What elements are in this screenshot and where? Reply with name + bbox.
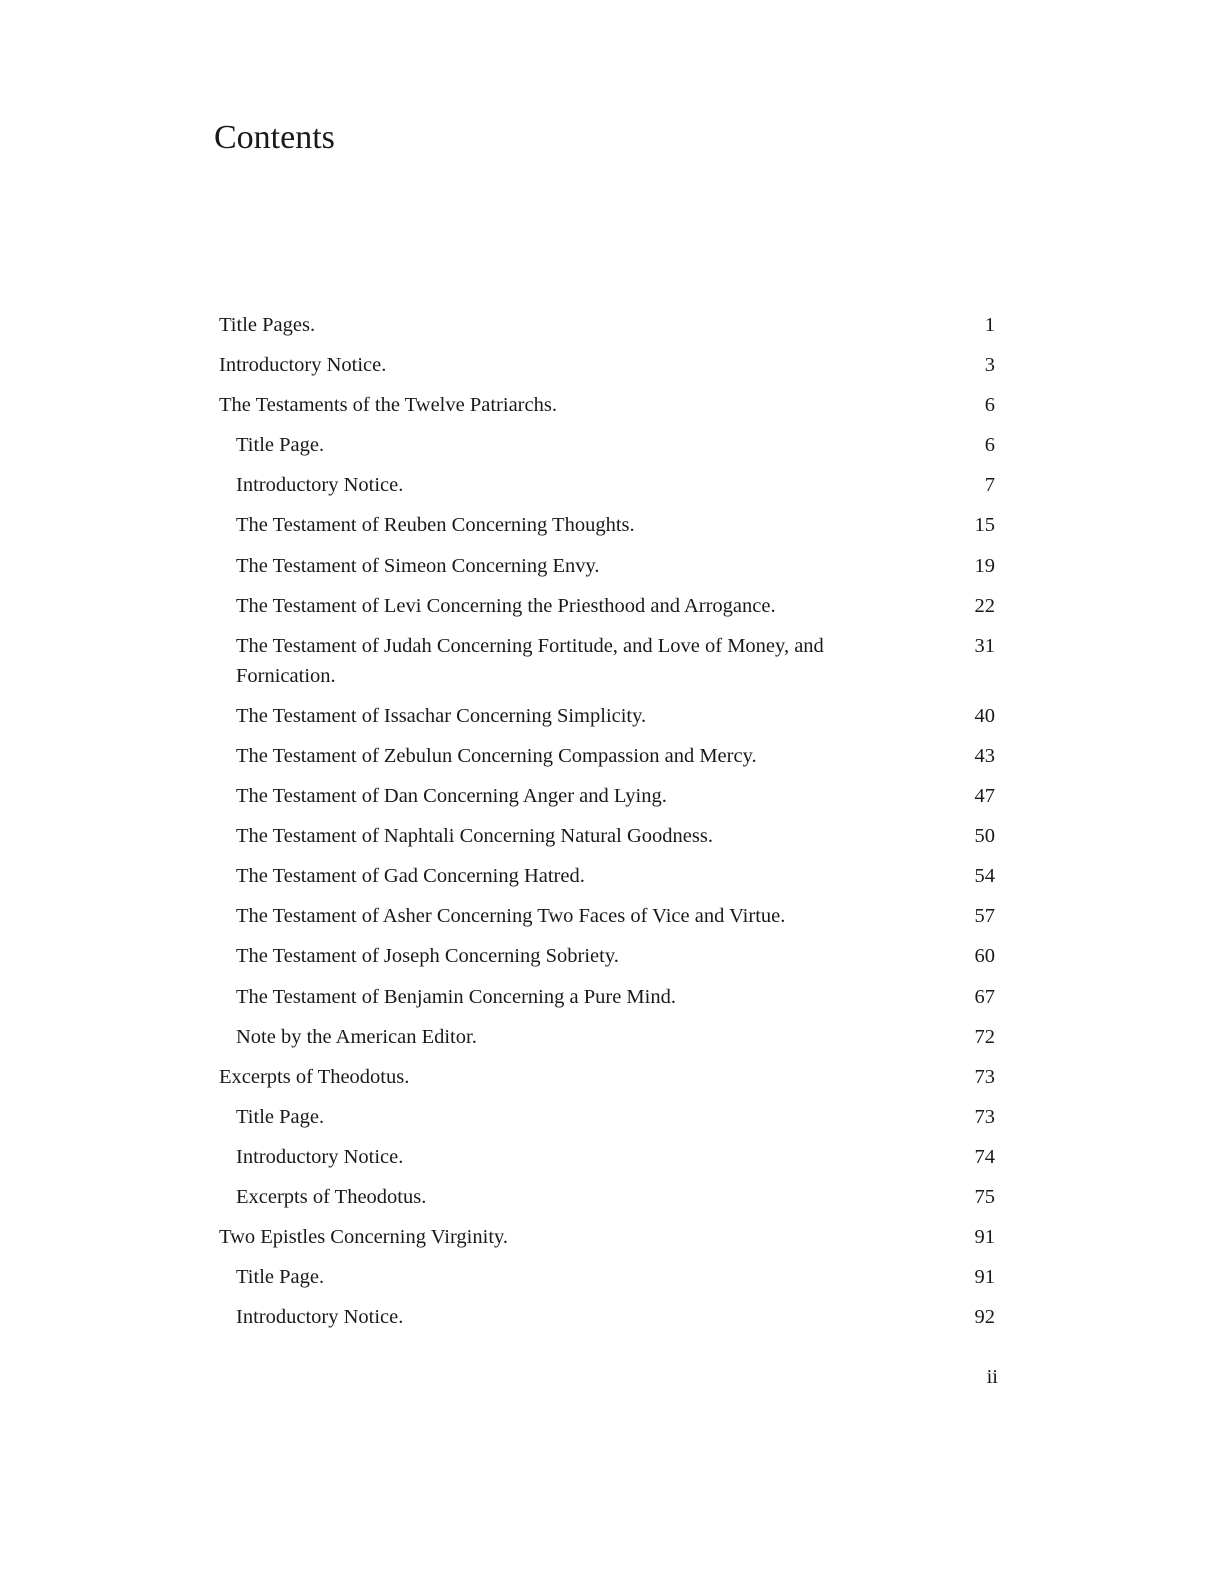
- toc-entry[interactable]: [219, 1102, 995, 1132]
- toc-entry-title[interactable]: Introductory Notice.: [236, 1145, 404, 1168]
- toc-entry-title[interactable]: The Testament of Judah Concerning Fortitude, and Love of Money, and Fornication.: [236, 634, 824, 687]
- toc-entry-title[interactable]: Introductory Notice.: [236, 474, 404, 497]
- toc-entry-title[interactable]: The Testament of Issachar Concerning Simplicity.: [236, 704, 647, 727]
- toc-entry-page: 91: [974, 1266, 995, 1289]
- toc-entry[interactable]: [219, 350, 995, 380]
- toc-entry-page: 57: [974, 905, 995, 928]
- toc-entry[interactable]: [219, 1222, 995, 1252]
- toc-entry-page: 60: [974, 945, 995, 968]
- toc-entry-title[interactable]: The Testament of Reuben Concerning Thoughts.: [236, 514, 635, 537]
- page-number: ii: [986, 1366, 998, 1388]
- toc-entry[interactable]: [219, 430, 995, 460]
- toc-entry[interactable]: [219, 1142, 995, 1172]
- toc-entry[interactable]: [219, 982, 995, 1012]
- toc-entry[interactable]: [219, 591, 995, 621]
- toc-entry-page: 50: [974, 825, 995, 848]
- toc-entry-page: 22: [974, 594, 995, 617]
- toc-entry[interactable]: [219, 741, 995, 771]
- toc-entry[interactable]: [219, 781, 995, 811]
- toc-entry-title[interactable]: The Testament of Benjamin Concerning a Pure Mind.: [236, 985, 676, 1008]
- toc-entry-page: 3: [984, 354, 995, 377]
- toc-entry[interactable]: [219, 631, 995, 691]
- toc-entry-title[interactable]: Introductory Notice.: [236, 1306, 404, 1329]
- page-title: Contents: [214, 119, 335, 156]
- toc-entry-page: 1: [984, 314, 995, 336]
- toc-entry-page: 47: [974, 785, 995, 808]
- toc-entry-page: 92: [974, 1306, 995, 1329]
- toc-entry[interactable]: [219, 701, 995, 731]
- toc-entry-title[interactable]: The Testament of Zebulun Concerning Compassion and Mercy.: [236, 744, 757, 767]
- toc-entry-title[interactable]: The Testament of Simeon Concerning Envy.: [236, 554, 600, 577]
- toc-entry-page: 19: [974, 554, 995, 577]
- toc-entry[interactable]: [219, 861, 995, 891]
- toc-entry-title[interactable]: The Testament of Dan Concerning Anger and Lying.: [236, 785, 667, 808]
- toc-entry-page: 75: [974, 1185, 995, 1208]
- toc-entry-page: 54: [974, 865, 995, 888]
- toc-entry[interactable]: [219, 821, 995, 851]
- toc-entry[interactable]: [219, 1262, 995, 1292]
- toc-entry-title[interactable]: Excerpts of Theodotus.: [219, 1065, 410, 1088]
- toc-entry[interactable]: [219, 390, 995, 420]
- toc-entry-title[interactable]: Excerpts of Theodotus.: [236, 1185, 427, 1208]
- toc-entry[interactable]: [219, 310, 995, 340]
- toc-entry-title[interactable]: Title Page.: [236, 1266, 325, 1289]
- toc-entry[interactable]: [219, 1302, 995, 1332]
- toc-entry-page: 72: [974, 1025, 995, 1048]
- toc-entry-page: 74: [974, 1145, 995, 1168]
- toc-entry-page: 7: [984, 474, 995, 497]
- toc-entry[interactable]: [219, 510, 995, 540]
- toc-entry[interactable]: [219, 901, 995, 931]
- toc-entry[interactable]: [219, 1022, 995, 1052]
- toc-entry-title[interactable]: The Testament of Asher Concerning Two Faces of Vice and Virtue.: [236, 905, 786, 928]
- toc-entry-page: 73: [974, 1065, 995, 1088]
- toc-entry-title[interactable]: The Testament of Levi Concerning the Priesthood and Arrogance.: [236, 594, 776, 617]
- toc-entry-title[interactable]: The Testament of Naphtali Concerning Natural Goodness.: [236, 825, 713, 848]
- toc-entry-title[interactable]: The Testament of Joseph Concerning Sobriety.: [236, 945, 619, 968]
- toc-entry-page: 91: [974, 1226, 995, 1249]
- toc-entry-page: 40: [974, 704, 995, 727]
- toc-entry[interactable]: [219, 941, 995, 971]
- toc-entry-title[interactable]: Two Epistles Concerning Virginity.: [219, 1226, 509, 1249]
- toc-entry-title[interactable]: Note by the American Editor.: [236, 1025, 477, 1048]
- toc-entry[interactable]: [219, 470, 995, 500]
- toc-entry-title[interactable]: Title Page.: [236, 434, 325, 457]
- toc-entry-title[interactable]: The Testament of Gad Concerning Hatred.: [236, 865, 585, 888]
- toc-entry-page: 6: [984, 394, 995, 417]
- toc-entry-page: 73: [974, 1105, 995, 1128]
- toc-entry-page: 6: [984, 434, 995, 457]
- toc-entry-title[interactable]: Title Page.: [236, 1105, 325, 1128]
- toc-entry[interactable]: [219, 1182, 995, 1212]
- toc-entry[interactable]: [219, 1062, 995, 1092]
- toc-entry-title[interactable]: Introductory Notice.: [219, 354, 387, 377]
- toc-entry-page: 43: [974, 744, 995, 767]
- table-of-contents: [219, 310, 995, 1342]
- toc-entry-title[interactable]: Title Pages.: [219, 314, 316, 336]
- toc-entry-page: 31: [974, 634, 995, 657]
- toc-entry-page: 67: [974, 985, 995, 1008]
- toc-entry-title[interactable]: The Testaments of the Twelve Patriarchs.: [219, 394, 557, 417]
- toc-entry[interactable]: [219, 551, 995, 581]
- toc-entry-page: 15: [974, 514, 995, 537]
